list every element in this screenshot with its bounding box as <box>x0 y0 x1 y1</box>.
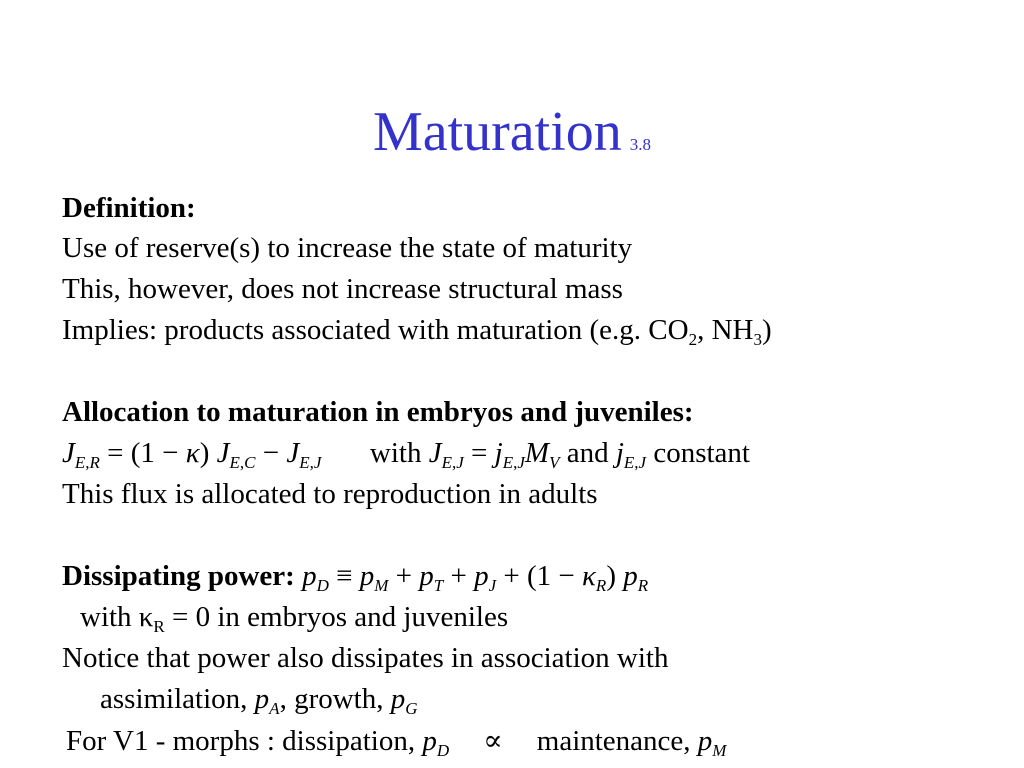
reproduction-flux-formula: $J_{E,R} = (1 - \kappa) J_{E,C} - J_{E,J}$ <box>62 437 322 472</box>
definition-line-3: Implies: products associated with maturation (e.g. $CO_2$, $NH_3$) <box>62 314 772 349</box>
title-text: Maturation <box>372 101 622 163</box>
v1-morphs-line: For V1 - morphs : dissipation, $p_D$ ∝ maintenance, $p_M$ <box>66 725 727 760</box>
section-number: 3.8 <box>629 135 652 154</box>
constant-label: constant <box>653 437 750 469</box>
allocation-adults-line: This flux is allocated to reproduction in adults <box>62 478 598 510</box>
allocation-equation <box>62 435 750 471</box>
dissipation-line <box>62 558 648 594</box>
specific-flux-symbol: $j_{E,J}$ <box>615 437 647 472</box>
maturity-maintenance-formula: $J_{E,J} = j_{E,J}M_V$ <box>428 437 560 472</box>
and-label: and <box>566 437 609 469</box>
notice-line: Notice that power also dissipates in association with <box>62 642 669 674</box>
definition-line-2: This, however, does not increase structural mass <box>62 273 623 305</box>
dissipation-heading: Dissipating power: <box>62 560 295 592</box>
kappa-r-note: with $\kappa_R = 0$ in embryos and juveniles <box>80 601 509 636</box>
definition-line-1: Use of reserve(s) to increase the state of maturity <box>62 232 633 264</box>
definition-heading: Definition: <box>62 192 196 224</box>
with-label: with <box>369 437 422 469</box>
dissipation-formula: $p_D \equiv p_M + p_T + p_J + (1 - \kappa_R)$ $p_R$ <box>302 560 649 595</box>
allocation-heading: Allocation to maturation in embryos and juveniles: <box>62 396 694 428</box>
slide-title <box>0 100 1024 177</box>
assimilation-growth-line: assimilation, $p_A$, growth, $p_G$ <box>100 683 418 718</box>
